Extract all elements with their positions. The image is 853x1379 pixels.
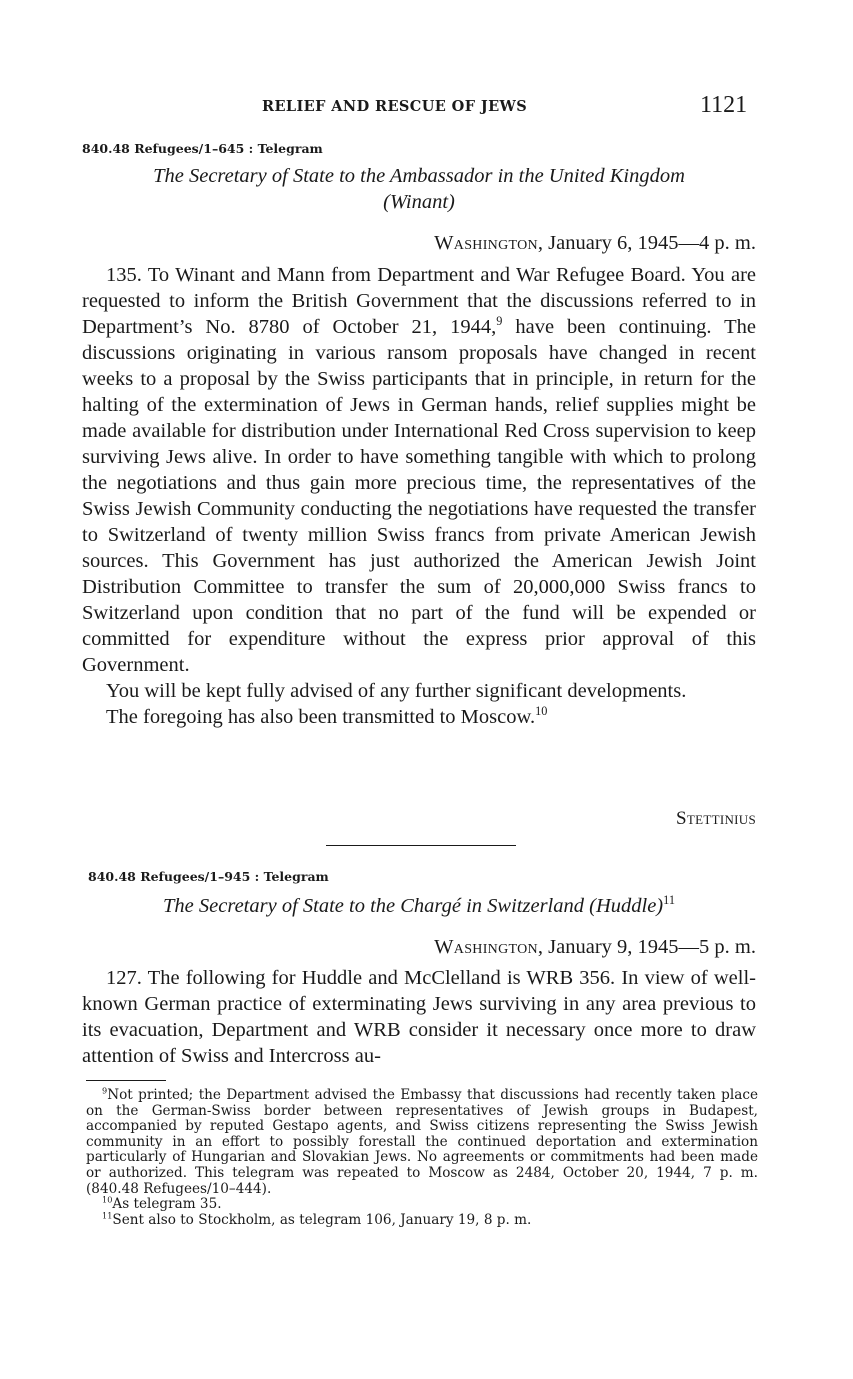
footnote-9-mark: 9 — [102, 1085, 108, 1096]
doc1-file-reference: 840.48 Refugees/1–645 : Telegram — [82, 141, 323, 156]
footnote-10-mark: 10 — [102, 1194, 113, 1205]
footnote-11-text: Sent also to Stockholm, as telegram 106, January 19, 8 p. m. — [112, 1211, 532, 1228]
doc1-body — [82, 262, 756, 730]
doc2-file-reference: 840.48 Refugees/1–945 : Telegram — [88, 869, 329, 884]
running-header-title: RELIEF AND RESCUE OF JEWS — [262, 98, 528, 115]
doc1-title-line2: (Winant) — [383, 191, 455, 213]
doc1-paragraph-2: You will be kept fully advised of any further significant developments. — [106, 680, 687, 702]
doc1-title — [82, 163, 756, 215]
footnote-11-mark: 11 — [102, 1210, 113, 1221]
doc2-title — [82, 893, 756, 919]
doc1-para1-part-b: have been continuing. The discussions originating in various ransom proposals have changed in recent weeks to a proposal by the Swiss participants that in principle, in return for the halting of the extermination of Jews in German hands, relief supplies might be made available for distribution under International Red Cross supervision to keep surviving Jews alive. In order to have something tangible with which to prolong the negotiations and thus gain more precious time, the representatives of the Swiss Jewish Community conducting the negotiations have requested the transfer to Switzerland of twenty million Swiss francs from private American Jewish sources. This Government has just authorized the American Jewish Joint Distribution Committee to transfer the sum of 20,000,000 Swiss francs to Switzerland upon condition that no part of the fund will be expended or committed for expenditure without the express prior approval of this Government. — [82, 316, 756, 676]
doc1-signature: Stettinius — [676, 808, 756, 829]
footnotes — [86, 1085, 758, 1228]
page-number: 1121 — [700, 92, 748, 118]
doc2-title-text: The Secretary of State to the Chargé in Switzerland (Huddle) — [163, 895, 664, 917]
doc1-place: Washington — [434, 232, 538, 254]
section-divider — [326, 845, 516, 846]
doc1-title-line1: The Secretary of State to the Ambassador in the United Kingdom — [153, 165, 685, 187]
doc2-date: , January 9, 1945—5 p. m. — [537, 936, 756, 958]
doc1-date: , January 6, 1945—4 p. m. — [537, 232, 756, 254]
footnote-ref-11: 11 — [663, 893, 675, 908]
doc2-place: Washington — [434, 936, 538, 958]
footnote-ref-9: 9 — [496, 314, 503, 329]
footnote-rule — [86, 1080, 166, 1081]
doc1-dateline — [82, 232, 756, 255]
doc1-para3-text: The foregoing has also been transmitted to Moscow. — [106, 706, 536, 728]
footnote-10-text: As telegram 35. — [112, 1196, 222, 1213]
footnote-11 — [86, 1210, 758, 1229]
doc1-paragraph-3 — [82, 704, 756, 730]
doc1-para1-part-a: 135. To Winant and Mann from Department and War Refugee Board. You are requested to inform the British Government that the discussions referred to in Department’s No. 8780 of October 21, 1944, — [82, 264, 756, 338]
doc2-body — [82, 965, 756, 1069]
footnote-9-text: Not printed; the Department advised the Embassy that discussions had recently taken place on the German-Swiss border between representatives of Jewish groups in Budapest, accompanied by reputed Gestapo agents, and Swiss citizens representing the Swiss Jewish community in an effort to possibly forestall the continued deportation and extermination particularly of Hungarian and Slovakian Jews. No agreements or commitments had been made or authorized. This telegram was repeated to Moscow as 2484, October 20, 1944, 7 p. m. (840.48 Refugees/10–444). — [86, 1087, 758, 1197]
footnote-ref-10: 10 — [535, 704, 548, 719]
footnote-10 — [86, 1194, 758, 1213]
footnote-9 — [86, 1085, 758, 1197]
doc2-dateline — [82, 936, 756, 959]
doc1-paragraph-1 — [82, 262, 756, 678]
doc2-paragraph-1: 127. The following for Huddle and McClelland is WRB 356. In view of well-known German practice of exterminating Jews surviving in any area previous to its evacuation, Department and WRB consider it necessary once more to draw attention of Swiss and Intercross au- — [82, 967, 756, 1067]
